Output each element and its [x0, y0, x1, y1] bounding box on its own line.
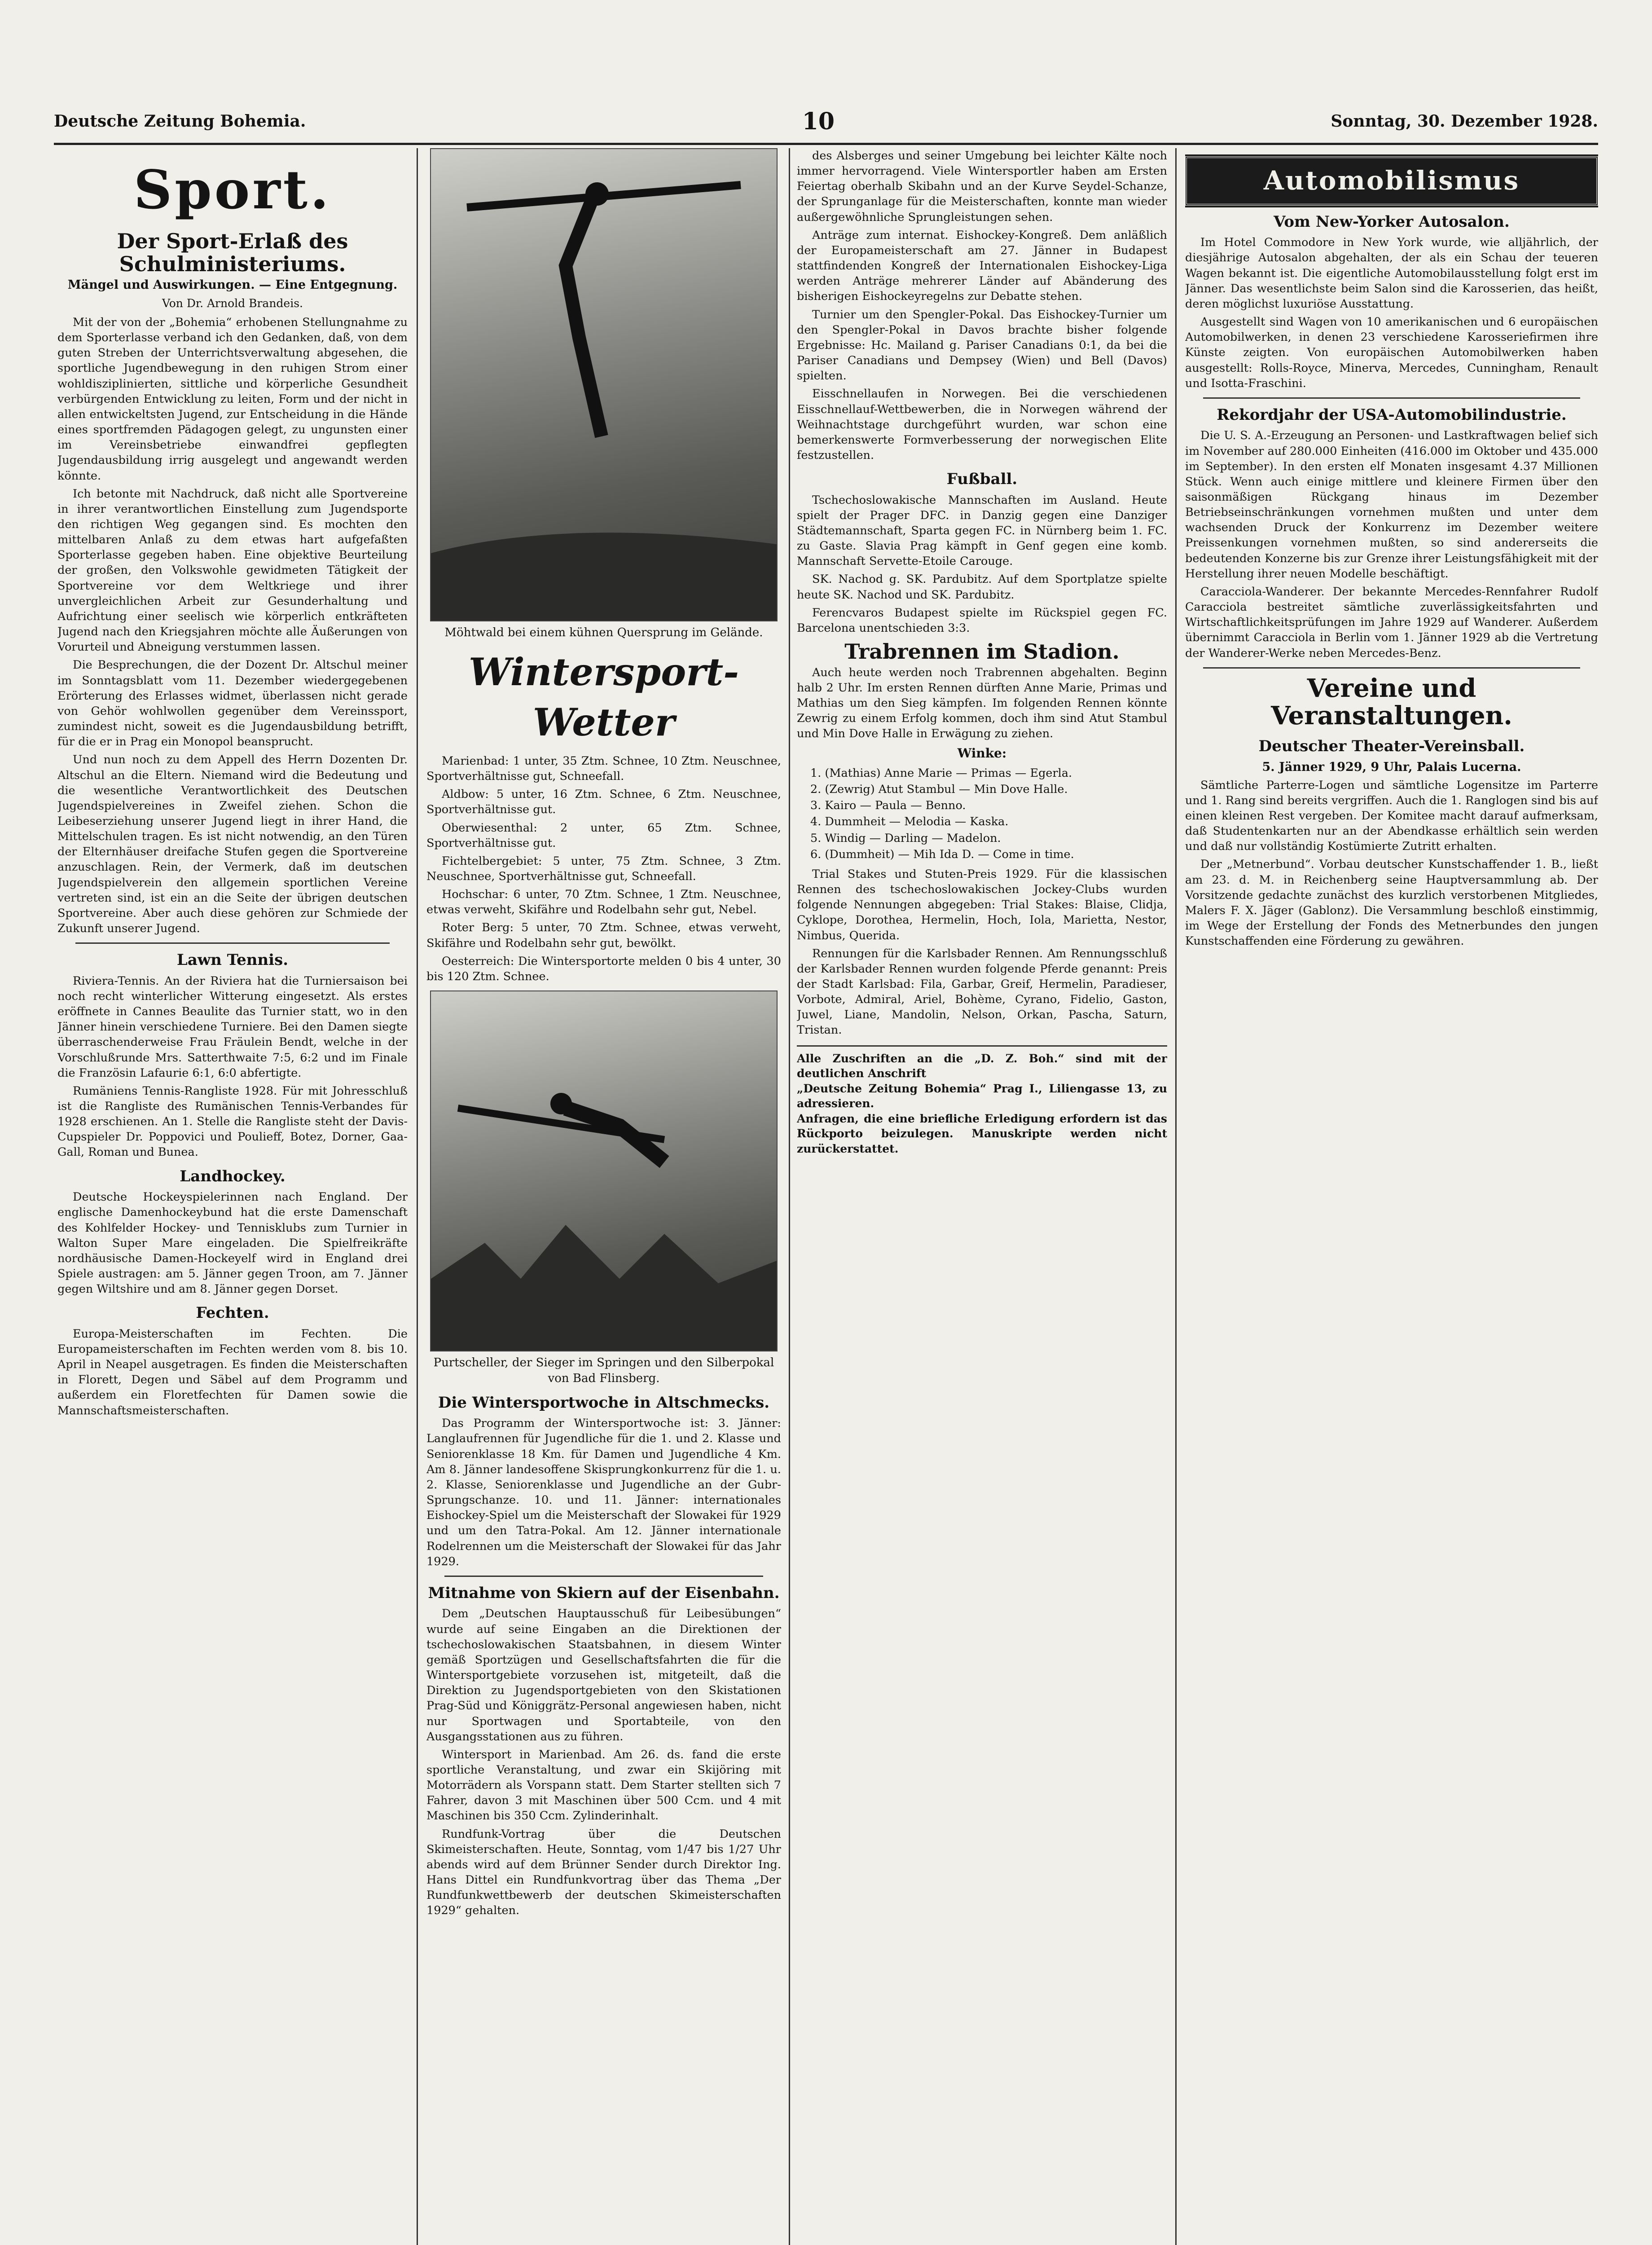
- paragraph: Der „Metnerbund“. Vorbau deutscher Kunstschaffender 1. B., ließt am 23. d. M. in Reichenberg seine Hauptversammlung ab. Der Vorsitzende gedachte zunächst des kurzlich verstorbenen Mitgliedes, Malers F. X. Jäger (Gablonz). Die Versammlung beschloß einstimmig, im Wege der Erstellung der Fonds des Metnerbundes den jungen Kunstschaffenden eine Förderung zu gewähren.: [1185, 858, 1598, 948]
- section-heading: Die Wintersportwoche in Altschmecks.: [438, 1393, 770, 1412]
- article-headline: Deutscher Theater-Vereinsball.: [1258, 737, 1525, 755]
- column-3: [797, 148, 1167, 2245]
- list-item: 1. (Mathias) Anne Marie — Primas — Egerla.: [810, 766, 1072, 780]
- paragraph: Die U. S. A.-Erzeugung an Personen- und Lastkraftwagen belief sich im November auf 280.000 Einheiten (416.000 im Oktober und 435.000 im September). In den ersten elf Monaten insgesamt 4.37 Millionen Stück. Wenn auch einige mittlere und kleinere Firmen über den saisonmäßigen Rückgang hinaus im Dezember Betriebseinschränkungen vornehmen mußten und unter dem wachsenden Druck der Konkurrenz im Dezember weitere Preissenkungen vornehmen mußten, so sind andererseits die bedeutenden Konzerne bis zur Grenze ihrer Leistungsfähigkeit mit der Herstellung ihrer neuen Modelle beschäftigt.: [1185, 429, 1598, 581]
- tips-list: [810, 766, 1167, 862]
- paragraph: Tschechoslowakische Mannschaften im Ausland. Heute spielt der Prager DFC. in Danzig gegen eine Danziger Städtemannschaft, Sparta gegen FC. in Nürnberg beim 1. FC. zu Gaste. Slavia Prag kämpft in Genf gegen eine komb. Mannschaft Servette-Etoile Carouge.: [797, 493, 1167, 568]
- note-line: „Deutsche Zeitung Bohemia“ Prag I., Liliengasse 13, zu adressieren.: [797, 1082, 1167, 1110]
- section-heading: Rekordjahr der USA-Automobilindustrie.: [1217, 405, 1567, 424]
- separator: [444, 1576, 763, 1577]
- section-heading: Wintersport-Wetter: [468, 649, 739, 745]
- note-line: Anfragen, die eine briefliche Erledigung erfordern ist das Rückporto beizulegen. Manuskripte werden nicht zurückerstattet.: [797, 1112, 1167, 1155]
- paragraph: Eisschnellaufen in Norwegen. Bei die verschiedenen Eisschnellauf-Wettbewerben, die in Norwegen während der Weihnachtstage durchgeführt wurden, war schon eine bemerkenswerte Formverbesserung der norwegischen Elite festzustellen.: [797, 387, 1167, 462]
- paragraph: Hochschar: 6 unter, 70 Ztm. Schnee, 1 Ztm. Neuschnee, etwas verweht, Skifähre und Rodelbahn sehr gut, Nebel.: [426, 888, 781, 917]
- paragraph: Deutsche Hockeyspielerinnen nach England. Der englische Damenhockeybund hat die erste Damenschaft des Kohlfelder Hockey- und Tennisklubs zum Turnier in Walton Super Mare eingeladen. Die Spielfreikräfte nordhäusische Damen-Hockeyelf wird in England drei Spiele austragen: am 5. Jänner gegen Troon, am 7. Jänner gegen Wiltshire und am 8. Jänner gegen Dorset.: [57, 1190, 408, 1296]
- paragraph: Sämtliche Parterre-Logen und sämtliche Logensitze im Parterre und 1. Rang sind bereits vergriffen. Auch die 1. Ranglogen sind bis auf einen kleinen Rest vergeben. Der Komitee macht darauf aufmerksam, daß Studentenkarten nur an der Abendkasse erhältlich sein werden und daß nur vollständig Kostümierte Zutritt erhalten.: [1185, 778, 1598, 854]
- column-divider: [1175, 148, 1177, 2245]
- article-subtitle: 5. Jänner 1929, 9 Uhr, Palais Lucerna.: [1262, 760, 1521, 775]
- note-line: Alle Zuschriften an die „D. Z. Boh.“ sind mit der deutlichen Anschrift: [797, 1052, 1167, 1080]
- editorial-note: [797, 1045, 1167, 1157]
- section-heading: Landhockey.: [180, 1167, 286, 1185]
- article-byline: Von Dr. Arnold Brandeis.: [162, 297, 303, 310]
- list-item: 3. Kairo — Paula — Benno.: [810, 799, 966, 813]
- paragraph: Trial Stakes und Stuten-Preis 1929. Für die klassischen Rennen des tschechoslowakischen Jockey-Clubs wurden folgende Nennungen abgegeben: Trial Stakes: Blaise, Clidja, Cyklope, Dorothea, Hermelin, Hoch, Iola, Marietta, Nestor, Nimbus, Querida.: [797, 867, 1167, 942]
- paragraph: Ferencvaros Budapest spielte im Rückspiel gegen FC. Barcelona unentschieden 3:3.: [797, 606, 1167, 635]
- article-headline: Der Sport-Erlaß des Schulministeriums.: [117, 229, 348, 276]
- paragraph: Wintersport in Marienbad. Am 26. ds. fand die erste sportliche Veranstaltung, und zwar ein Skijöring mit Motorrädern als Vorspann statt. Dem Starter stellten sich 7 Fahrer, davon 3 mit Maschinen über 500 Ccm. und 4 mit Maschinen bis 350 Ccm. Zylinderinhalt.: [426, 1748, 781, 1823]
- paragraph: Fichtelbergebiet: 5 unter, 75 Ztm. Schnee, 3 Ztm. Neuschnee, Sportverhältnisse gut, Schneefall.: [426, 854, 781, 884]
- section-heading: Mitnahme von Skiern auf der Eisenbahn.: [428, 1584, 780, 1602]
- paragraph: Oberwiesenthal: 2 unter, 65 Ztm. Schnee, Sportverhältnisse gut.: [426, 821, 781, 850]
- paragraph: Die Besprechungen, die der Dozent Dr. Altschul meiner im Sonntagsblatt vom 11. Dezember wiedergegebenen Erörterung des Erlasses widmet, überlassen nicht gerade von Gehör wohlwollen gegenüber dem Vereinssport, zumindest nicht, soweit es die Jugendausbildung betrifft, für die er in Prag ein Monopol beansprucht.: [57, 658, 408, 749]
- column-divider: [789, 148, 790, 2245]
- section-heading: Fußball.: [946, 470, 1018, 489]
- paragraph: Marienbad: 1 unter, 35 Ztm. Schnee, 10 Ztm. Neuschnee, Sportverhältnisse gut, Schneefall.: [426, 754, 781, 784]
- paragraph: Ausgestellt sind Wagen von 10 amerikanischen und 6 europäischen Automobilwerken, in denen 23 verschiedene Karosseriefirmen ihre Künste zeigten. Von europäischen Automobilwerken haben ausgestellt: Rolls-Royce, Minerva, Mercedes, Cunningham, Renault und Isotta-Fraschini.: [1185, 315, 1598, 390]
- separator: [1203, 667, 1580, 669]
- photo-caption: Möhtwald bei einem kühnen Quersprung im Gelände.: [444, 626, 763, 639]
- page-header: [54, 103, 1598, 139]
- paragraph: Und nun noch zu dem Appell des Herrn Dozenten Dr. Altschul an die Eltern. Niemand wird die Bedeutung und die wesentliche Verantwortlichkeit des Deutschen Jugendspielvereines in Zweifel ziehen. Schon die Leibeserziehung unserer Jugend liegt in ihrer Hand, die Mittelschulen tragen. Es ist nicht notwendig, an den Türen der Elternhäuser dreifache Stufen gegen die Sportvereine anzuschlagen. Rein, der Vermerk, daß im deutschen Jugendspielverein den allgemein sportlichen Vereine vertreten sind, ist ein an die Seite der übrigen deutschen Sportvereine. Aber auch diese gehören zur Schmiede der Zukunft unserer Jugend.: [57, 753, 408, 936]
- section-heading: Lawn Tennis.: [176, 951, 289, 969]
- page-number: 10: [802, 107, 835, 135]
- article-subtitle: Mängel und Auswirkungen. — Eine Entgegnung.: [67, 278, 398, 292]
- paragraph: Riviera-Tennis. An der Riviera hat die Turniersaison bei noch recht winterlicher Witterung eingesetzt. Als erstes eröffnete in Cannes Beaulite das Turnier statt, wo in den Jänner hinein verschiedene Turniere. Bei den Damen siegte überraschenderweise Frau Fräulein Bendt, welche in der Vorschlußrunde Mrs. Satterthwaite 7:5, 6:2 und im Finale die Französin Lafaurie 6:1, 6:0 abfertigte.: [57, 974, 408, 1080]
- paragraph: Dem „Deutschen Hauptausschuß für Leibesübungen“ wurde auf seine Eingaben an die Direktionen der tschechoslowakischen Staatsbahnen, in diesem Winter gemäß Sportzügen und Gesellschaftsfahrten die für die Wintersportgebiete vorzusehen ist, mitgeteilt, daß die Direktion zu Jugendsportgebieten von den Skistationen Prag-Süd und Königgrätz-Personal angewiesen haben, nicht nur Sportwagen und Sportabteile, von den Ausgangsstationen aus zu führen.: [426, 1607, 781, 1743]
- paragraph: Caracciola-Wanderer. Der bekannte Mercedes-Rennfahrer Rudolf Caracciola bestreitet sämtliche zuverlässigkeitsfahrten und Wirtschaftlichkeitsprüfungen im Jahre 1929 auf Wanderer. Außerdem übernimmt Caracciola in Berlin vom 1. Jänner 1929 ab die Vertretung der Wanderer-Werke neben Mercedes-Benz.: [1185, 585, 1598, 660]
- tips-heading: Winke:: [957, 746, 1007, 761]
- list-item: 2. (Zewrig) Atut Stambul — Min Dove Halle.: [810, 783, 1068, 797]
- masthead: Deutsche Zeitung Bohemia.: [54, 112, 306, 131]
- separator: [75, 942, 390, 944]
- list-item: 5. Windig — Darling — Madelon.: [810, 831, 1001, 845]
- paragraph: Auch heute werden noch Trabrennen abgehalten. Beginn halb 2 Uhr. Im ersten Rennen dürften Anne Marie, Primas und Mathias um den Sieg kämpfen. Im folgenden Rennen könnte Zewrig zu einem Erfolg kommen, doch ihm sind Atut Stambul und Min Dove Halle in Erwägung zu ziehen.: [797, 665, 1167, 741]
- section-heading: Vom New-Yorker Autosalon.: [1274, 212, 1510, 231]
- paragraph: Anträge zum internat. Eishockey-Kongreß. Dem anläßlich der Europameisterschaft am 27. Jänner in Budapest stattfindenden Kongreß der Internationalen Eishockey-Liga werden Anträge mehrerer Länder auf Abänderung des bisherigen Eishockeyregelns zur Debatte stehen.: [797, 228, 1167, 304]
- paragraph: Ich betonte mit Nachdruck, daß nicht alle Sportvereine in ihrer verantwortlichen Einstellung zum Jugendsporte den richtigen Weg gegangen sind. Es mochten den mittelbaren Anlaß zu dem etwas hart aufgefaßten Sporterlasse gegeben haben. Eine objektive Beurteilung der großen, den Volkswohle gewidmeten Tätigkeit der Sportvereine vor dem Weltkriege und ihrer unvergleichlichen Arbeit zur Gesunderhaltung und Aufrichtung einer seelisch wie körperlich entkräfteten Jugend nach den Kriegsjahren möchte alle Äußerungen von Vorurteil und Abneigung verstummen lassen.: [57, 487, 408, 654]
- paragraph: Turnier um den Spengler-Pokal. Das Eishockey-Turnier um den Spengler-Pokal in Davos brachte bisher folgende Ergebnisse: Hc. Mailand g. Pariser Canadians 0:1, da bei die Pariser Canadians und Dempsey (Wien) und Bell (Davos) spielten.: [797, 308, 1167, 383]
- column-1: [57, 148, 408, 2245]
- issue-date: Sonntag, 30. Dezember 1928.: [1331, 112, 1598, 131]
- photo-caption: Purtscheller, der Sieger im Springen und den Silberpokal von Bad Flinsberg.: [433, 1356, 774, 1385]
- column-divider: [417, 148, 418, 2245]
- list-item: 4. Dummheit — Melodia — Kaska.: [810, 815, 1009, 829]
- paragraph: Europa-Meisterschaften im Fechten. Die Europameisterschaften im Fechten werden vom 8. bis 10. April in Neapel ausgetragen. Es finden die Meisterschaften in Florett, Degen und Säbel auf dem Programm und außerdem ein Floretfechten für Damen sowie die Mannschaftsmeisterschaften.: [57, 1327, 408, 1417]
- section-heading: Fechten.: [196, 1304, 269, 1322]
- paragraph: Aldbow: 5 unter, 16 Ztm. Schnee, 6 Ztm. Neuschnee, Sportverhältnisse gut.: [426, 788, 781, 817]
- section-banner: Automobilismus: [1185, 156, 1598, 206]
- paragraph: Roter Berg: 5 unter, 70 Ztm. Schnee, etwas verweht, Skifähre und Rodelbahn sehr gut, bewölkt.: [426, 921, 781, 950]
- paragraph: Rennungen für die Karlsbader Rennen. Am Rennungsschluß der Karlsbader Rennen wurden folgende Pferde genannt: Preis der Stadt Karlsbad: Fila, Garbar, Greif, Hermelin, Paradieser, Vorbote, Admiral, Ariel, Bohème, Cyrano, Fidelio, Gaston, Juwel, Liane, Mandolin, Nelson, Orkan, Pascha, Saturn, Tristan.: [797, 946, 1167, 1037]
- paragraph: Das Programm der Wintersportwoche ist: 3. Jänner: Langlaufrennen für Jugendliche für die 1. und 2. Klasse und Seniorenklasse 18 Km. für Damen und Jugendliche 4 Km. Am 8. Jänner landesoffene Skisprungkonkurrenz für die 1. u. 2. Klasse, Seniorenklasse und Jugendliche an der Gubr-Sprungschanze. 10. und 11. Jänner: internationales Eishockey-Spiel um die Meisterschaft der Slowakei für 1929 und um den Tatra-Pokal. Am 12. Jänner internationale Rodelrennen um die Meisterschaft der Slowakei für das Jahr 1929.: [426, 1417, 781, 1568]
- paragraph: Mit der von der „Bohemia“ erhobenen Stellungnahme zu dem Sporterlasse verband ich den Gedanken, daß, von dem guten Streben der Unterrichtsverwaltung abgesehen, die sportliche Jugendbewegung in den ruhigen Strom einer wohldisziplinierten, sittliche und körperliche Gesundheit verbürgenden Entwicklung zu leiten, Form und der nicht in allen entwickeltsten Jugend, zur Entscheidung in die Hände eines sportfremden Pädagogen gelegt, zu ungunsten einer im Vereinsbetriebe einwandfrei gepflegten Jugendausbildung irrig ausgelegt und angewandt werden könnte.: [57, 315, 408, 483]
- section-heading: Trabrennen im Stadion.: [844, 639, 1120, 664]
- paragraph: Rundfunk-Vortrag über die Deutschen Skimeisterschaften. Heute, Sonntag, vom 1/47 bis 1/27 Uhr abends wird auf dem Brünner Sender durch Direktor Ing. Hans Dittel ein Rundfunkvortrag über das Thema „Der Rundfunkwettbewerb der deutschen Skimeisterschaften 1929“ gehalten.: [426, 1827, 781, 1918]
- ski-jumper-figure: [431, 149, 777, 621]
- column-4: [1185, 148, 1598, 2245]
- column-2: [426, 148, 781, 2245]
- photo-ski-jump: [430, 148, 778, 621]
- header-rule: [54, 143, 1598, 145]
- photo-ski-jumper: [430, 990, 778, 1351]
- section-heading: Vereine und Veranstaltungen.: [1271, 673, 1512, 731]
- separator: [1203, 397, 1580, 399]
- ski-jumper-figure: [431, 991, 777, 1351]
- paragraph: Im Hotel Commodore in New York wurde, wie alljährlich, der diesjährige Autosalon abgehalten, der als ein Schau der teueren Wagen bekannt ist. Die eigentliche Automobilausstellung folgt erst im Jänner. Das wesentlichste beim Salon sind die Karosserien, das heißt, deren möglichst luxuriöse Ausstattung.: [1185, 236, 1598, 311]
- paragraph: Oesterreich: Die Wintersportorte melden 0 bis 4 unter, 30 bis 120 Ztm. Schnee.: [426, 954, 781, 983]
- list-item: 6. (Dummheit) — Mih Ida D. — Come in time.: [810, 847, 1074, 861]
- paragraph: SK. Nachod g. SK. Pardubitz. Auf dem Sportplatze spielte heute SK. Nachod und SK. Pardubitz.: [797, 572, 1167, 602]
- paragraph: des Alsberges und seiner Umgebung bei leichter Kälte noch immer hervorragend. Viele Wintersportler haben am Ersten Feiertag oberhalb Skibahn und an der Kurve Seydel-Schanze, der Sprunganlage für die Meisterschaften, konnte man wieder außergewöhnliche Sprungleistungen sehen.: [797, 149, 1167, 224]
- paragraph: Rumäniens Tennis-Rangliste 1928. Für mit Johresschluß ist die Rangliste des Rumänischen Tennis-Verbandes für 1928 erschienen. An 1. Stelle die Rangliste steht der Davis-Cupspieler Dr. Poppovici und Poulieff, Botez, Dorner, Gaa-Gall, Roman und Bunea.: [57, 1084, 408, 1159]
- section-title: Sport.: [133, 158, 332, 221]
